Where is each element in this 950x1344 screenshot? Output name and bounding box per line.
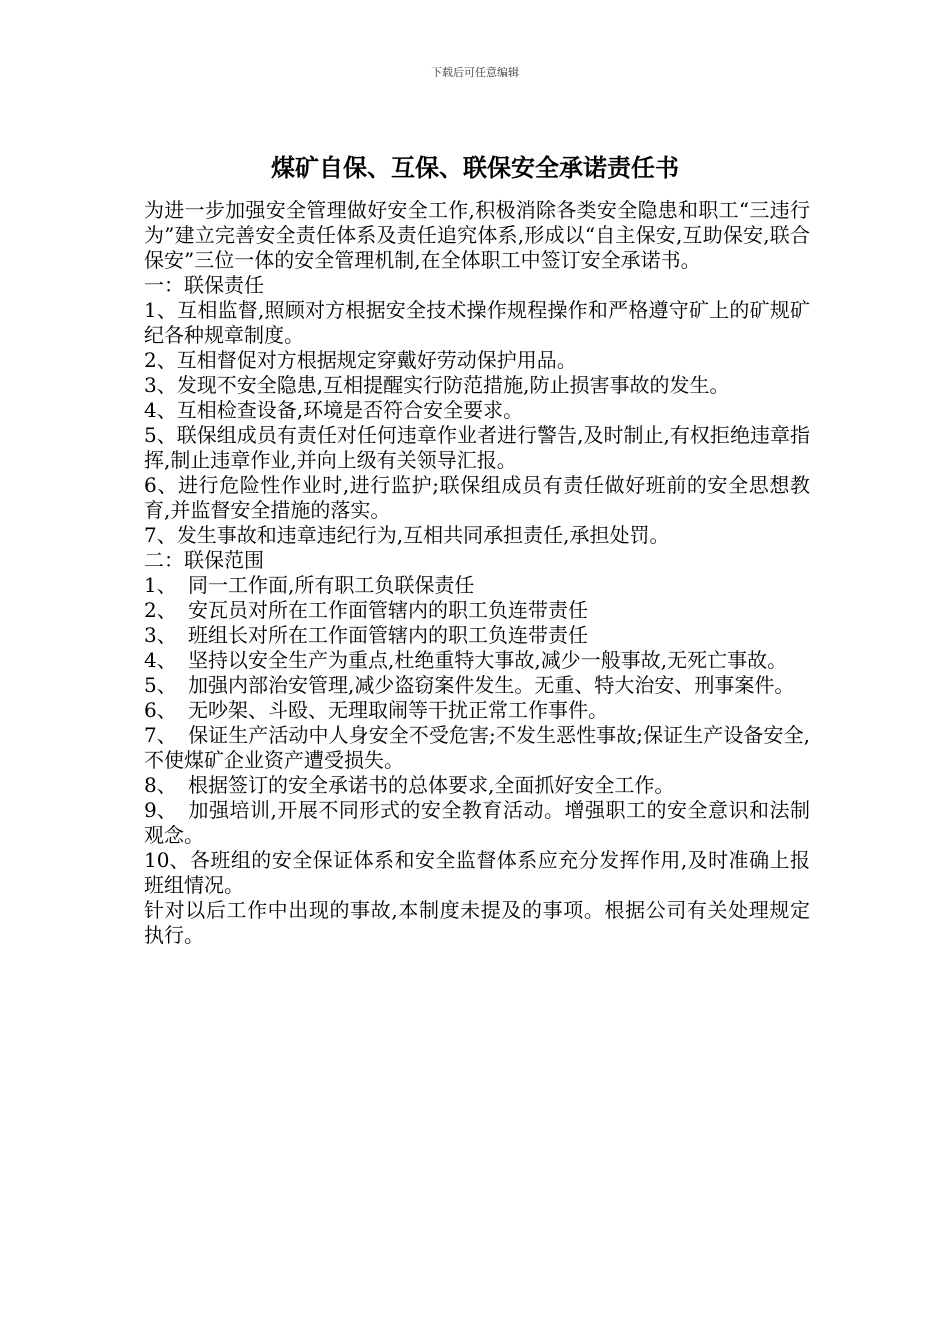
scope-item <box>144 698 810 723</box>
scope-item <box>144 773 810 798</box>
scope-item-text: 加强内部治安管理,减少盗窃案件发生。无重、特大治安、刑事案件。 <box>188 673 795 697</box>
scope-item-number: 9、 <box>144 798 177 822</box>
scope-item <box>144 848 810 898</box>
closing-paragraph: 针对以后工作中出现的事故,本制度未提及的事项。根据公司有关处理规定执行。 <box>144 898 810 947</box>
scope-item-number: 4、 <box>144 648 177 672</box>
scope-item <box>144 723 810 773</box>
responsibility-item: 1、互相监督,照顾对方根据安全技术操作规程操作和严格遵守矿上的矿规矿纪各种规章制度。 <box>144 298 810 347</box>
document-title: 煤矿自保、互保、联保安全承诺责任书 <box>271 153 679 182</box>
scope-item <box>144 598 810 623</box>
scope-item <box>144 648 810 673</box>
scope-item-text: 班组长对所在工作面管辖内的职工负连带责任 <box>188 623 588 647</box>
scope-item-text: 同一工作面,所有职工负联保责任 <box>188 573 475 597</box>
scope-item <box>144 623 810 648</box>
scope-item-number: 6、 <box>144 698 177 722</box>
document-body <box>144 198 810 948</box>
scope-item-number: 10、 <box>144 848 190 872</box>
responsibility-item: 4、互相检查设备,环境是否符合安全要求。 <box>144 398 524 422</box>
scope-item-number: 2、 <box>144 598 177 622</box>
scope-item-text: 坚持以安全生产为重点,杜绝重特大事故,减少一般事故,无死亡事故。 <box>188 648 788 672</box>
section-heading-responsibility: 一：联保责任 <box>144 273 264 297</box>
scope-item-number: 3、 <box>144 623 177 647</box>
header-note: 下载后可任意编辑 <box>431 66 519 79</box>
scope-item-number: 8、 <box>144 773 177 797</box>
responsibility-item: 2、互相督促对方根据规定穿戴好劳动保护用品。 <box>144 348 577 372</box>
scope-item-number: 7、 <box>144 723 177 747</box>
scope-item <box>144 573 810 598</box>
scope-item-text: 根据签订的安全承诺书的总体要求,全面抓好安全工作。 <box>188 773 675 797</box>
responsibility-item: 3、发现不安全隐患,互相提醒实行防范措施,防止损害事故的发生。 <box>144 373 730 397</box>
scope-item-text: 加强培训,开展不同形式的安全教育活动。增强职工的安全意识和法制观念。 <box>144 798 810 847</box>
scope-item <box>144 673 810 698</box>
responsibility-item: 5、联保组成员有责任对任何违章作业者进行警告,及时制止,有权拒绝违章指挥,制止违章作业,并向上级有关领导汇报。 <box>144 423 810 472</box>
intro-paragraph: 为进一步加强安全管理做好安全工作,积极消除各类安全隐患和职工“三违行为”建立完善安全责任体系及责任追究体系,形成以“自主保安,互助保安,联合保安”三位一体的安全管理机制,在全体职工中签订安全承诺书。 <box>144 198 810 272</box>
scope-item <box>144 798 810 848</box>
scope-item-text: 无吵架、斗殴、无理取闹等干扰正常工作事件。 <box>188 698 608 722</box>
scope-item-number: 5、 <box>144 673 177 697</box>
scope-item-text: 保证生产活动中人身安全不受危害;不发生恶性事故;保证生产设备安全,不使煤矿企业资产遭受损失。 <box>144 723 810 772</box>
scope-item-text: 各班组的安全保证体系和安全监督体系应充分发挥作用,及时准确上报班组情况。 <box>144 848 810 897</box>
responsibility-item: 6、进行危险性作业时,进行监护;联保组成员有责任做好班前的安全思想教育,并监督安全措施的落实。 <box>144 473 810 522</box>
scope-item-text: 安瓦员对所在工作面管辖内的职工负连带责任 <box>188 598 588 622</box>
responsibility-item: 7、发生事故和违章违纪行为,互相共同承担责任,承担处罚。 <box>144 523 670 547</box>
scope-item-number: 1、 <box>144 573 177 597</box>
section-heading-scope: 二：联保范围 <box>144 548 264 572</box>
